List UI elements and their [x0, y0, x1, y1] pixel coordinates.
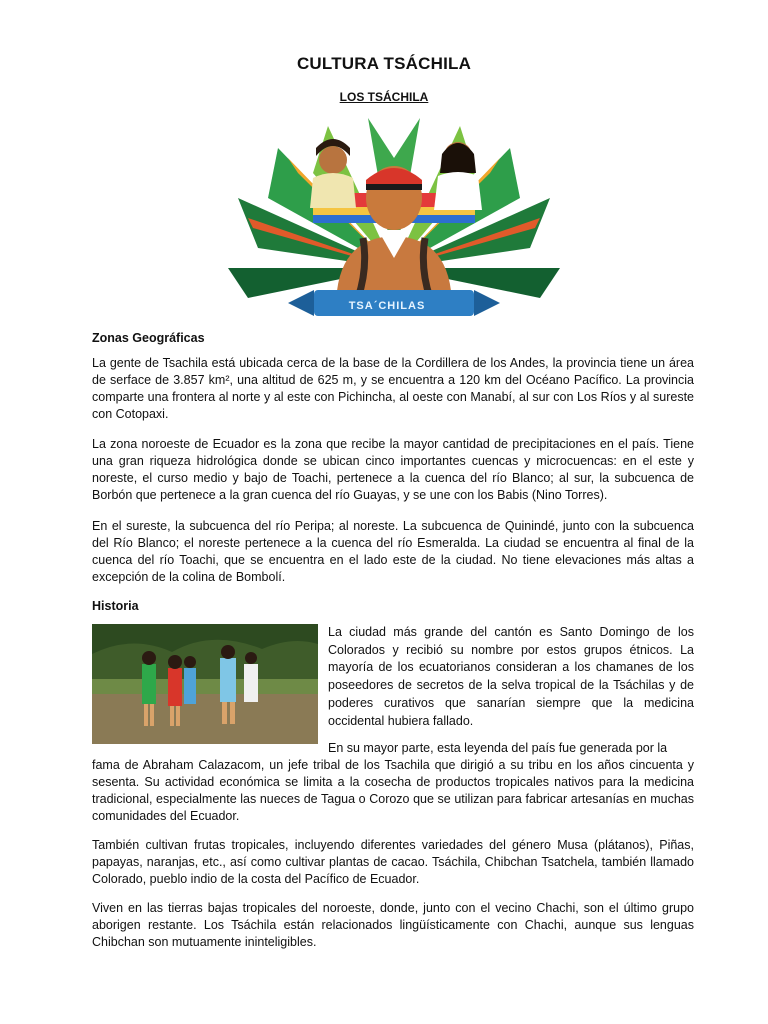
page-title: CULTURA TSÁCHILA	[296, 54, 472, 73]
heading-zonas: Zonas Geográficas	[92, 331, 205, 345]
paragraph-zonas-3: En el sureste, la subcuenca del río Peripa; al noreste. La subcuenca de Quinindé, junto con la subcuenca del Río Blanco; el noreste pertenece a la cuenca del río Esmeralda. La ciudad se encuentra al final de la cuenca del río Toachi, que se encuentra en el lado este de la ciudad. No tiene elevaciones más altas a excepción de la colina de Bombolí.	[92, 519, 694, 584]
paragraph-historia-2-start: En su mayor parte, esta leyenda del país fue generada por la	[328, 741, 668, 755]
paragraph-historia-4: Viven en las tierras bajas tropicales del noroeste, donde, junto con el vecino Chachi, son el último grupo aborigen restante. Los Tsáchila están relacionados lingüísticamente con Chachi, aunque sus lenguas Chibchan son mutuamente ininteligibles.	[92, 901, 694, 949]
paragraph-historia-1: La ciudad más grande del cantón es Santo Domingo de los Colorados y recibió su nombre por estos grupos étnicos. La mayoría de los ecuatorianos consideran a los chamanes de los poseedores de secretos de la selva tropical de la Tsáchilas y de poderes curativos que sanarían siempre que la medicina occidental hubiera fallado.	[328, 625, 694, 728]
page-subtitle: LOS TSÁCHILA	[339, 90, 429, 104]
paragraph-zonas-1: La gente de Tsachila está ubicada cerca de la base de la Cordillera de los Andes, la provincia tiene un área de serface de 3.857 km², una altitud de 625 m, y se encuentra a 120 km del Océano Pacífico. La provincia comparte una frontera al norte y al este con Pichincha, al oeste con Manabí, al sur con Los Ríos y al sureste con Cotopaxi.	[92, 356, 694, 421]
paragraph-historia-2-rest: fama de Abraham Calazacom, un jefe tribal de los Tsachila que dirigió a su tribu en los años cincuenta y sesenta. Su actividad económica se limita a la cosecha de productos tropicales nativos para la medicina tradicional, especialmente las nueces de Tagua o Corozo que se utilizan para fabricar artesanías en muchas comunidades del Ecuador.	[92, 758, 694, 823]
heading-historia: Historia	[92, 599, 139, 613]
hero-banner-label: TSA´CHILAS	[348, 300, 426, 312]
dance-photo	[92, 624, 318, 744]
tsachila-illustration	[218, 118, 570, 322]
paragraph-zonas-2: La zona noroeste de Ecuador es la zona que recibe la mayor cantidad de precipitaciones en el país. Tiene una gran riqueza hidrológica donde se ubican cinco importantes cuencas y microcuencas: en el este y noreste, el curso medio y bajo de Toachi, pertenece a la cuenca del río Blanco; al sur, la subcuenca de Borbón que pertenece a la gran cuenca del río Guayas, y se une con los Babis (Nino Torres).	[92, 437, 694, 502]
paragraph-historia-3: También cultivan frutas tropicales, incluyendo diferentes variedades del género Musa (plátanos), Piñas, papayas, naranjas, etc., así como cultivar plantas de cacao. Tsáchila, Chibchan Tsatchela, también llamado Colorado, pueblo indio de la costa del Pacífico de Ecuador.	[92, 838, 694, 886]
